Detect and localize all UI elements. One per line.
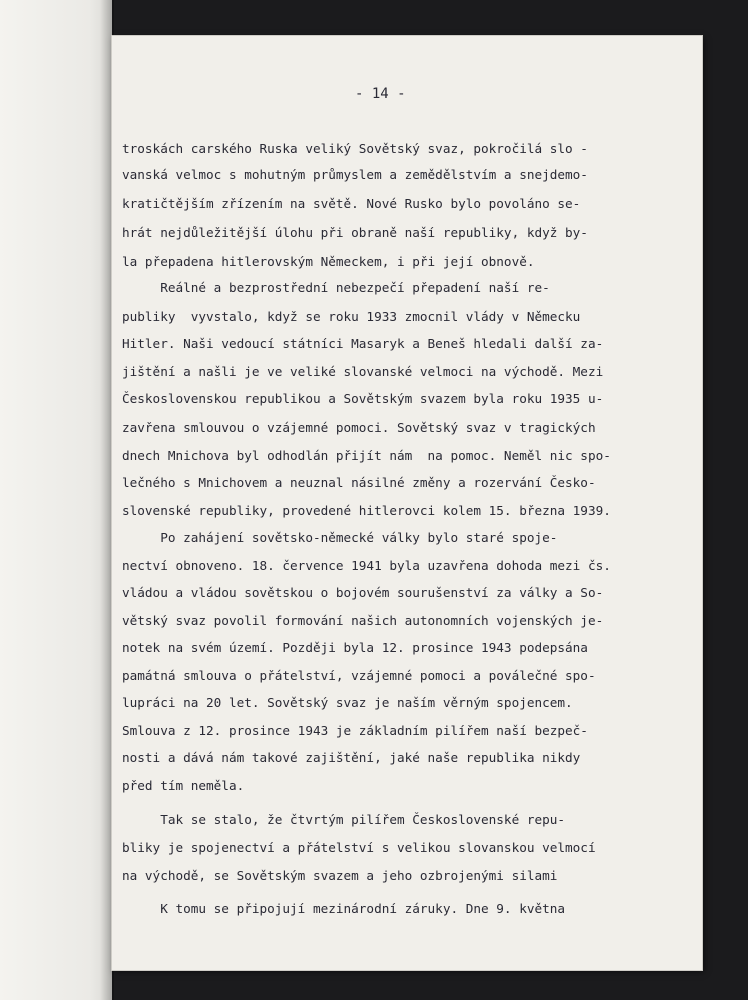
- text-line: lupráci na 20 let. Sovětský svaz je naším věrným spojencem.: [122, 695, 573, 710]
- text-line: troskách carského Ruska veliký Sovětský svaz, pokročilá slo -: [122, 141, 588, 156]
- text-line: zavřena smlouvou o vzájemné pomoci. Sovětský svaz v tragických: [122, 420, 596, 435]
- text-line: lečného s Mnichovem a neuznal násilné změny a rozervání Česko-: [122, 475, 596, 490]
- text-line: na východě, se Sovětským svazem a jeho ozbrojenými silami: [122, 868, 558, 883]
- text-line: bliky je spojenectví a přátelství s velikou slovanskou velmocí: [122, 840, 596, 855]
- text-line: jištění a našli je ve veliké slovanské velmoci na východě. Mezi: [122, 364, 604, 379]
- text-line: vanská velmoc s mohutným průmyslem a zemědělstvím a snejdemo-: [122, 167, 588, 182]
- text-line: Po zahájení sovětsko-německé války bylo staré spoje-: [122, 530, 558, 545]
- text-line: Tak se stalo, že čtvrtým pilířem Československé repu-: [122, 812, 566, 827]
- text-line: K tomu se připojují mezinárodní záruky. Dne 9. května: [122, 901, 566, 916]
- text-line: Hitler. Naši vedoucí státníci Masaryk a Beneš hledali další za-: [122, 336, 604, 351]
- text-line: vládou a vládou sovětskou o bojovém sourušenství za války a So-: [122, 585, 604, 600]
- text-line: nectví obnoveno. 18. července 1941 byla uzavřena dohoda mezi čs.: [122, 558, 611, 573]
- text-line: hrát nejdůležitější úlohu při obraně naší republiky, když by-: [122, 225, 588, 240]
- adjacent-page-edge: [0, 0, 112, 1000]
- text-line: dnech Mnichova byl odhodlán přijít nám na pomoc. Neměl nic spo-: [122, 448, 611, 463]
- text-line: památná smlouva o přátelství, vzájemné pomoci a poválečné spo-: [122, 668, 596, 683]
- text-line: větský svaz povolil formování našich autonomních vojenských je-: [122, 613, 604, 628]
- text-line: Smlouva z 12. prosince 1943 je základním pilířem naší bezpeč-: [122, 723, 588, 738]
- text-line: la přepadena hitlerovským Německem, i při její obnově.: [122, 254, 535, 269]
- text-line: před tím neměla.: [122, 778, 245, 793]
- text-line: slovenské republiky, provedené hitlerovci kolem 15. března 1939.: [122, 503, 611, 518]
- text-line: kratičtějším zřízením na světě. Nové Rusko bylo povoláno se-: [122, 196, 581, 211]
- text-line: Československou republikou a Sovětským svazem byla roku 1935 u-: [122, 391, 604, 406]
- text-line: Reálné a bezprostřední nebezpečí přepadení naší re-: [122, 280, 550, 295]
- text-line: nosti a dává nám takové zajištění, jaké naše republika nikdy: [122, 750, 581, 765]
- text-line: publiky vyvstalo, když se roku 1933 zmocnil vlády v Německu: [122, 309, 581, 324]
- text-line: notek na svém území. Později byla 12. prosince 1943 podepsána: [122, 640, 588, 655]
- page-number: - 14 -: [355, 86, 406, 102]
